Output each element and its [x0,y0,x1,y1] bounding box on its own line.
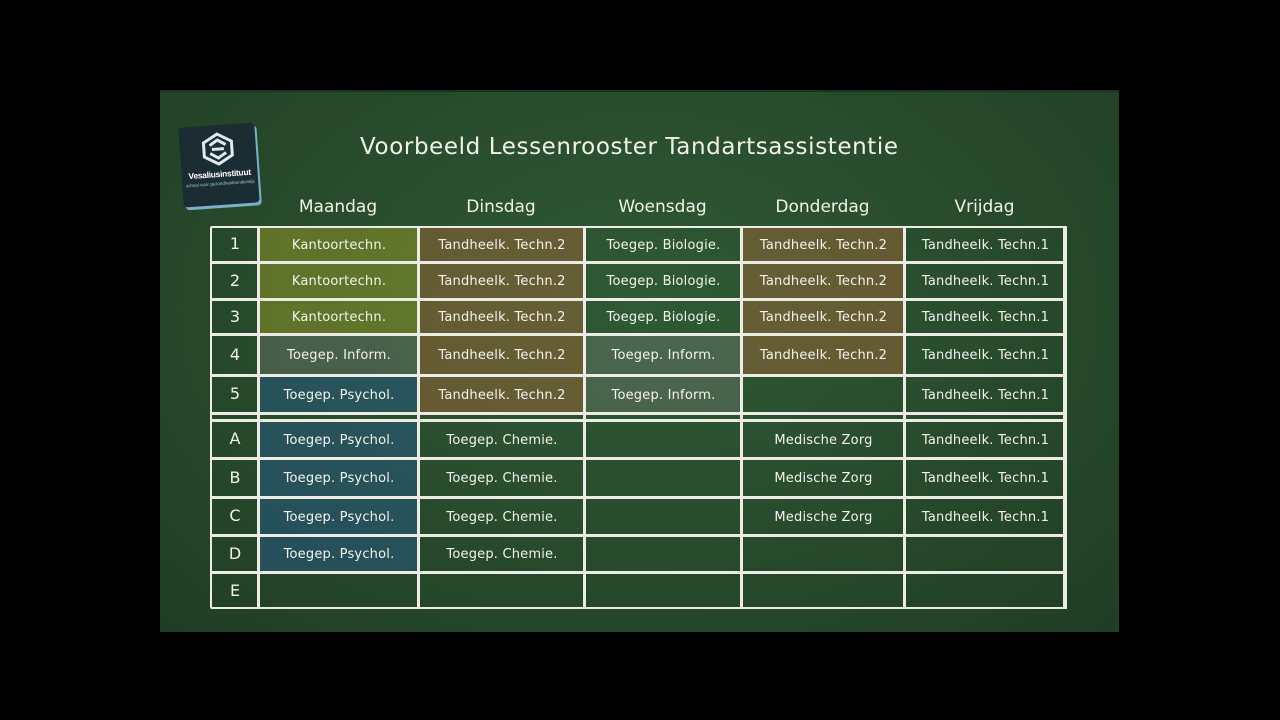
logo-emblem-icon [199,130,237,168]
cell-donderdag-4: Tandheelk. Techn.2 [743,336,904,375]
grid-column-line [1064,226,1067,609]
cell-vrijdag-b: Tandheelk. Techn.1 [921,471,1050,486]
cell-vrijdag-3: Tandheelk. Techn.1 [921,310,1050,325]
grid-row-line [210,457,1065,460]
page-title: Voorbeeld Lessenrooster Tandartsassistentie [360,134,899,160]
cell-donderdag-2: Tandheelk. Techn.2 [743,264,904,299]
cell-vrijdag-4: Tandheelk. Techn.1 [921,348,1050,363]
cell-donderdag-c: Medische Zorg [774,509,873,525]
grid-column-line [417,226,420,609]
grid-row-line [210,374,1065,377]
grid-column-line [903,226,906,609]
cell-vrijdag-c: Tandheelk. Techn.1 [921,509,1050,525]
grid-row-line [210,534,1065,537]
cell-dinsdag-a: Toegep. Chemie. [446,432,558,448]
cell-vrijdag-1: Tandheelk. Techn.1 [921,237,1050,253]
cell-woensdag-4: Toegep. Inform. [586,336,741,375]
grid-row-line [210,419,1065,422]
cell-vrijdag-2: Tandheelk. Techn.1 [921,274,1050,289]
period-label-4: 4 [229,344,241,364]
grid-row-line [210,298,1065,301]
grid-row-line [210,496,1065,499]
cell-maandag-c: Toegep. Psychol. [260,499,418,535]
cell-maandag-1: Kantoortechn. [260,228,418,262]
cell-vrijdag-a: Tandheelk. Techn.1 [921,432,1050,448]
grid-row-line [210,571,1065,574]
cell-dinsdag-c: Toegep. Chemie. [446,509,558,525]
logo-subtitle: school voor gezondheidsonderwijs [185,178,255,189]
cell-donderdag-3: Tandheelk. Techn.2 [743,301,904,334]
cell-maandag-b: Toegep. Psychol. [260,460,418,497]
cell-vrijdag-5: Tandheelk. Techn.1 [921,387,1050,403]
cell-dinsdag-1: Tandheelk. Techn.2 [420,228,584,262]
cell-dinsdag-d: Toegep. Chemie. [446,547,558,562]
cell-woensdag-1: Toegep. Biologie. [606,237,721,253]
period-label-c: C [229,506,241,525]
cell-maandag-4: Toegep. Inform. [260,336,418,375]
cell-donderdag-a: Medische Zorg [774,432,873,448]
cell-dinsdag-3: Tandheelk. Techn.2 [420,301,584,334]
cell-dinsdag-4: Tandheelk. Techn.2 [420,336,584,375]
day-header-donderdag: Donderdag [775,197,870,217]
day-header-dinsdag: Dinsdag [466,197,536,217]
cell-maandag-3: Kantoortechn. [260,301,418,334]
period-label-e: E [229,580,241,600]
grid-row-line [210,412,1065,415]
logo-name: Vesaliusinstituut [188,166,252,182]
cell-maandag-d: Toegep. Psychol. [260,537,418,572]
cell-dinsdag-5: Tandheelk. Techn.2 [420,377,584,413]
cell-woensdag-5: Toegep. Inform. [586,377,741,413]
grid-row-line [210,333,1065,336]
timetable-grid [210,226,1065,609]
cell-maandag-a: Toegep. Psychol. [260,422,418,458]
day-header-vrijdag: Vrijdag [954,197,1015,217]
period-label-2: 2 [229,270,241,290]
period-label-3: 3 [229,306,241,326]
grid-row-line [210,261,1065,264]
cell-dinsdag-b: Toegep. Chemie. [446,471,558,486]
period-label-5: 5 [229,384,241,403]
cell-maandag-5: Toegep. Psychol. [260,377,418,413]
grid-column-line [583,226,586,609]
cell-maandag-2: Kantoortechn. [260,264,418,299]
period-label-b: B [229,467,241,487]
cell-donderdag-1: Tandheelk. Techn.2 [743,228,904,262]
cell-dinsdag-2: Tandheelk. Techn.2 [420,264,584,299]
day-header-maandag: Maandag [298,197,378,217]
period-label-a: A [229,429,241,448]
period-label-d: D [228,543,242,563]
cell-woensdag-2: Toegep. Biologie. [606,274,721,289]
school-logo [178,122,259,207]
cell-donderdag-b: Medische Zorg [774,471,873,486]
day-header-woensdag: Woensdag [618,197,707,217]
period-label-1: 1 [229,234,241,253]
cell-woensdag-3: Toegep. Biologie. [606,310,721,325]
grid-column-line [740,226,743,609]
